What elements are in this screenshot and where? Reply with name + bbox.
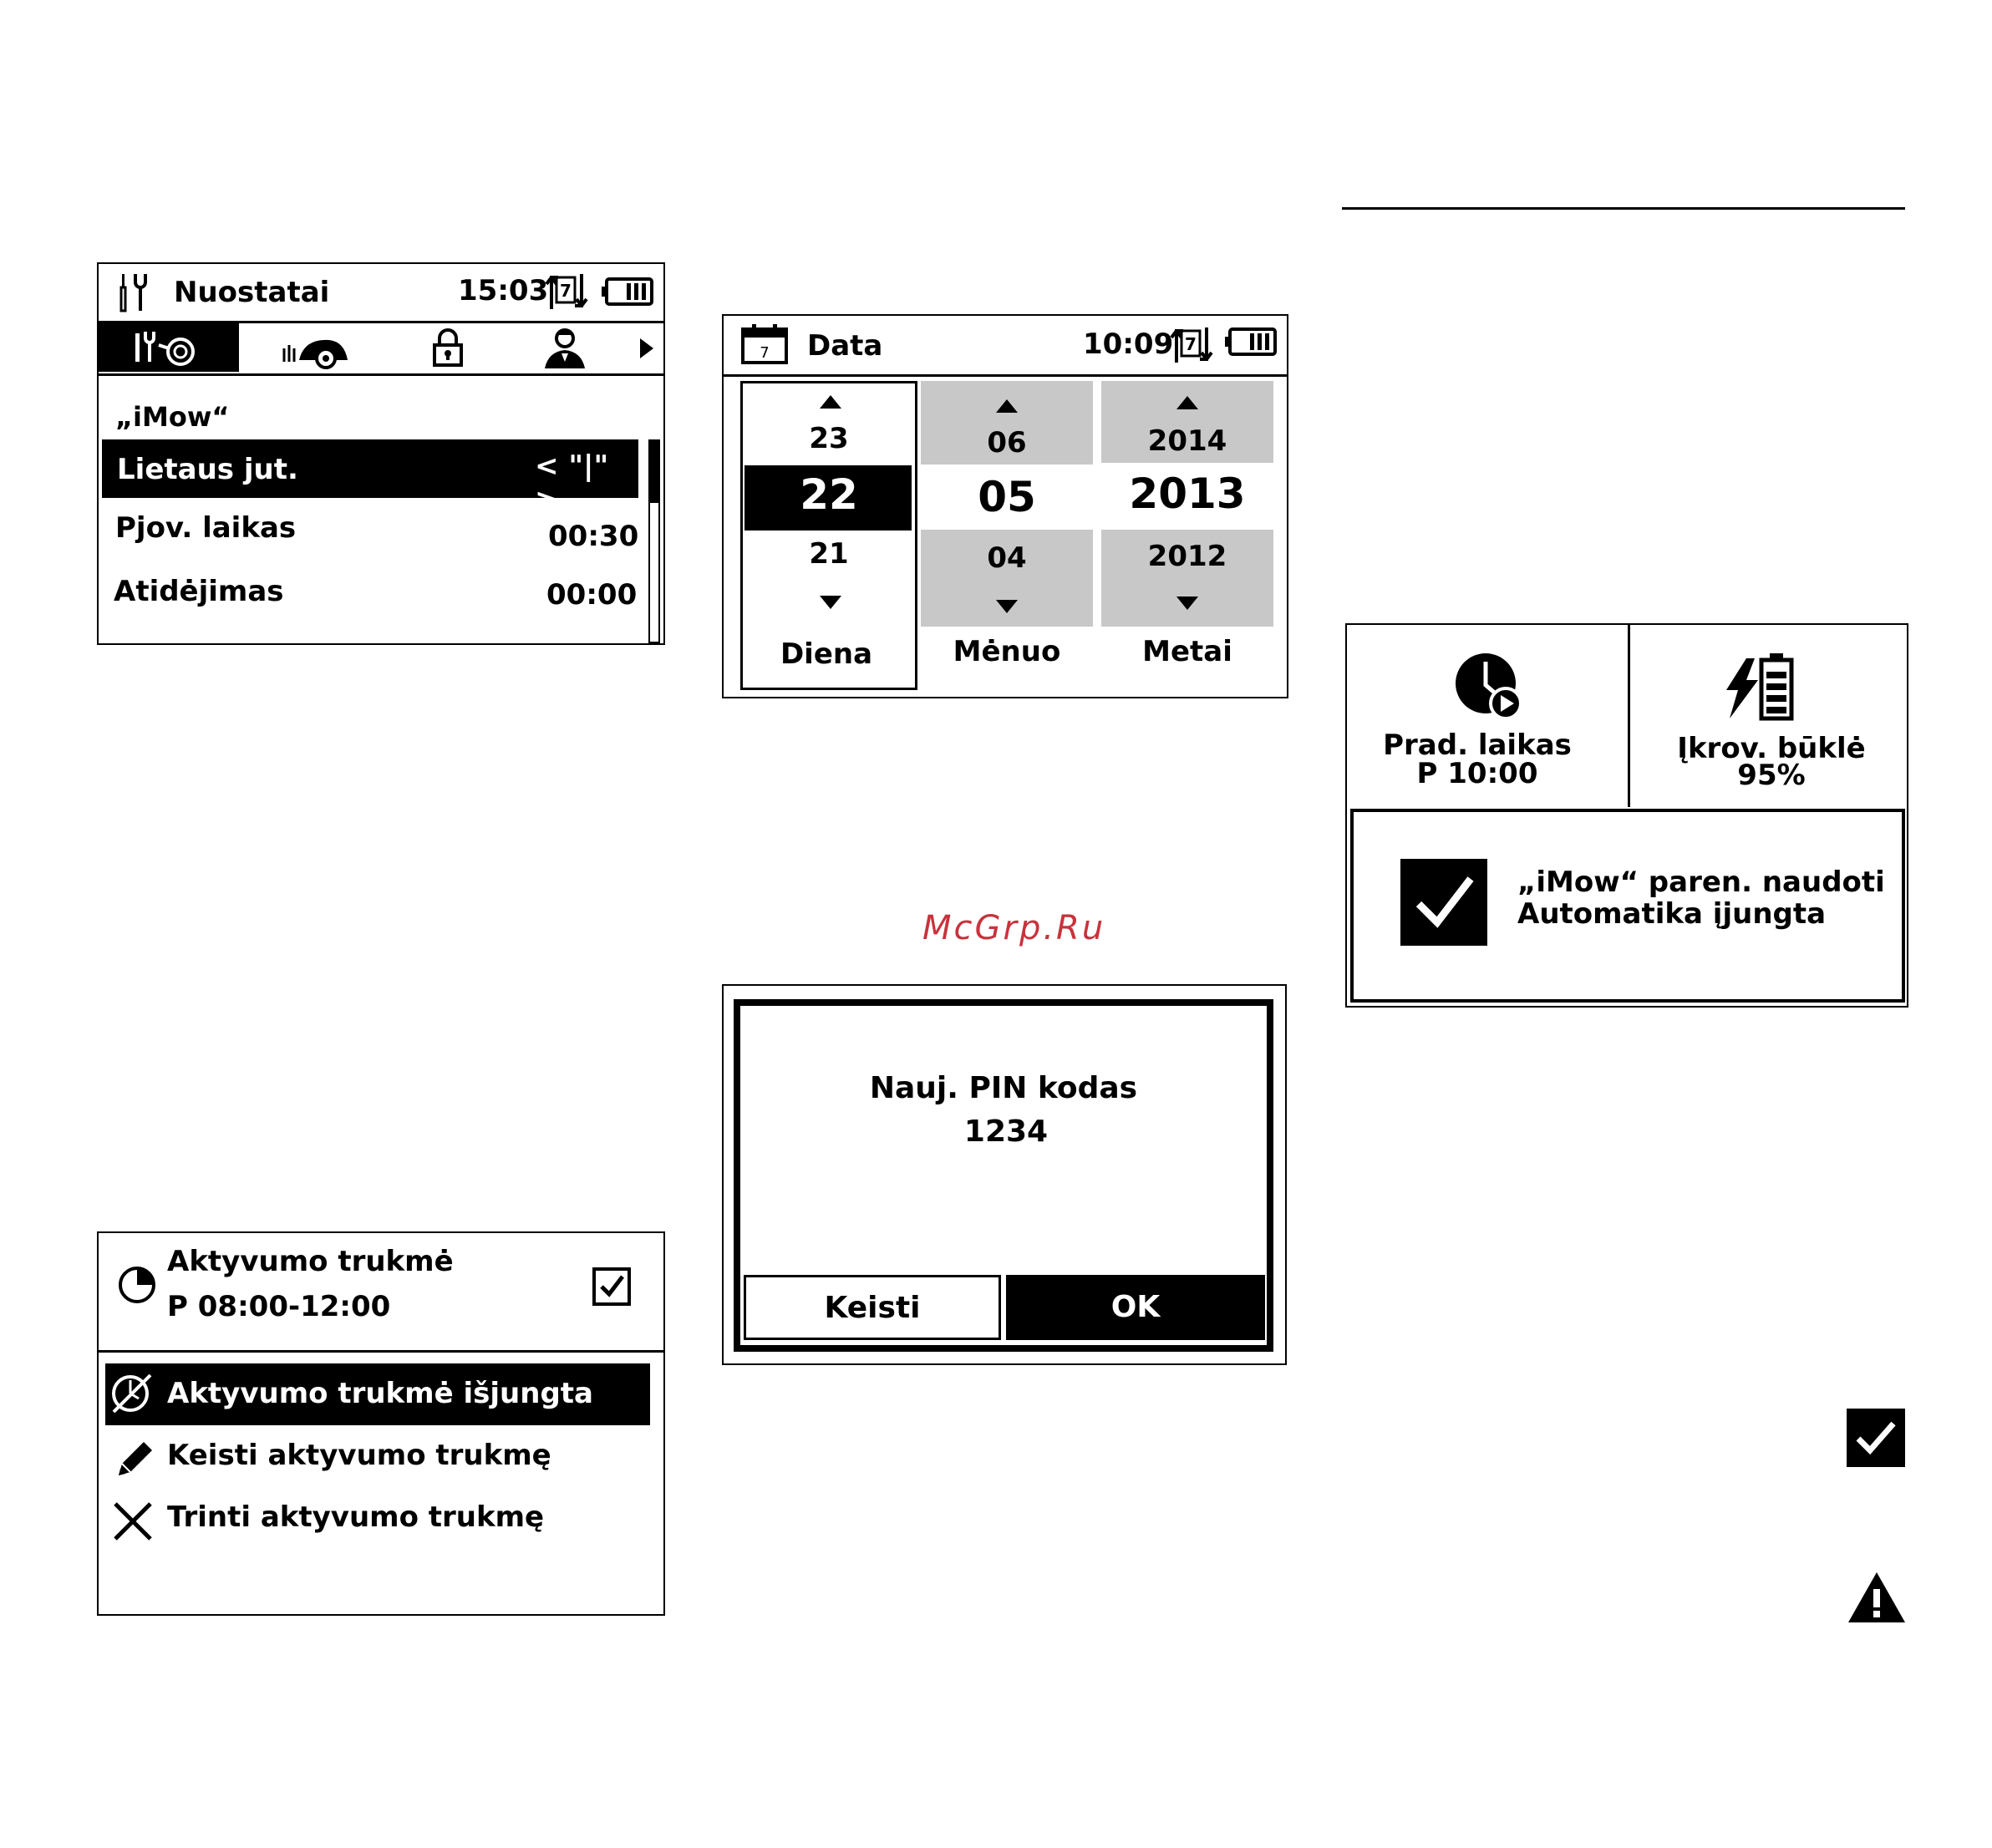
pin-code: 1234	[963, 1114, 1049, 1149]
battery-icon	[600, 277, 653, 306]
svg-text:7: 7	[760, 344, 770, 362]
page-title: Data	[807, 329, 883, 363]
ok-button[interactable]: OK	[1006, 1275, 1265, 1340]
svg-text:7: 7	[560, 281, 572, 301]
activity-range: P 08:00-12:00	[167, 1290, 391, 1323]
column-label: Diena	[780, 637, 873, 671]
calendar-icon	[740, 322, 789, 364]
svg-text:7: 7	[1185, 334, 1197, 354]
pin-dialog	[722, 984, 1287, 1365]
row-label: Pjov. laikas	[115, 511, 297, 545]
menu-item-label: Trinti aktyvumo trukmę	[167, 1500, 545, 1534]
pin-title: Nauj. PIN kodas	[869, 1071, 1138, 1105]
row-value: 00:30	[548, 520, 639, 553]
change-button[interactable]: Keisti	[744, 1275, 1001, 1340]
pencil-icon	[115, 1439, 155, 1479]
header	[724, 316, 1287, 377]
prev-value: 23	[809, 422, 849, 455]
section-label: „iMow“	[115, 401, 230, 433]
charge-tile[interactable]	[1629, 625, 1907, 807]
column-label: Metai	[1142, 635, 1232, 668]
prev-value: 06	[987, 426, 1027, 459]
message-line-2: Automatika įjungta	[1517, 897, 1827, 931]
charge-label: Įkrov. būklė	[1677, 732, 1866, 765]
start-time-value: P 10:00	[1416, 757, 1538, 790]
down-arrow-icon[interactable]	[996, 600, 1018, 613]
start-time-tile[interactable]	[1347, 625, 1630, 807]
column-label: Mėnuo	[953, 635, 1061, 668]
calendar-sync-icon	[545, 269, 590, 314]
menu-item-label: Aktyvumo trukmė išjungta	[167, 1377, 593, 1410]
menu-item-disable[interactable]	[105, 1363, 650, 1425]
row-label: Atidėjimas	[114, 575, 284, 608]
day-picker[interactable]	[740, 381, 917, 690]
scrollbar[interactable]	[648, 439, 660, 643]
checkbox-checked-icon	[1400, 859, 1487, 946]
next-value: 21	[809, 537, 849, 571]
battery-icon	[1223, 327, 1277, 356]
scrollbar-thumb[interactable]	[650, 441, 658, 503]
list-row-rain-sensor[interactable]	[102, 439, 638, 516]
tab-lock[interactable]	[431, 327, 465, 370]
year-picker[interactable]	[1101, 381, 1273, 690]
message-box	[1350, 809, 1905, 1003]
row-value: < "|" >	[535, 449, 609, 516]
clock-play-icon	[1454, 652, 1524, 722]
message-line-1: „iMow“ paren. naudoti	[1517, 866, 1885, 899]
up-arrow-icon[interactable]	[820, 395, 841, 409]
row-value: 00:00	[546, 578, 638, 612]
tab-bar	[99, 323, 663, 376]
watermark: McGrp.Ru	[922, 909, 1106, 947]
top-divider	[1342, 207, 1905, 210]
menu-item-label: Keisti aktyvumo trukmę	[167, 1439, 551, 1472]
tab-settings[interactable]	[99, 323, 239, 372]
checkbox-icon[interactable]	[592, 1267, 632, 1307]
month-picker[interactable]	[921, 381, 1093, 690]
down-arrow-icon[interactable]	[820, 596, 841, 609]
down-arrow-icon[interactable]	[1176, 597, 1198, 610]
page-title: Nuostatai	[174, 276, 330, 309]
clock-time: 10:09	[1083, 327, 1174, 361]
up-arrow-icon[interactable]	[996, 399, 1018, 413]
menu-item-edit[interactable]	[105, 1429, 650, 1487]
charge-value: 95%	[1737, 759, 1806, 792]
checkmark-icon	[1847, 1409, 1905, 1467]
header	[99, 1233, 663, 1353]
header	[99, 264, 663, 323]
calendar-sync-icon	[1170, 322, 1215, 368]
disabled-clock-icon	[110, 1372, 154, 1415]
next-value: 2012	[1147, 540, 1227, 573]
activity-title: Aktyvumo trukmė	[167, 1245, 454, 1278]
menu-item-delete[interactable]	[105, 1489, 650, 1551]
pie-clock-icon	[117, 1265, 157, 1305]
date-screen	[722, 314, 1288, 698]
prev-value: 2014	[1147, 424, 1227, 458]
wrench-icon	[117, 272, 150, 312]
list-row-mow-time[interactable]	[102, 501, 638, 560]
cross-icon	[112, 1500, 154, 1542]
status-screen	[1345, 623, 1908, 1008]
current-value: 22	[800, 470, 858, 519]
current-value: 05	[978, 473, 1036, 521]
clock-time: 15:03	[458, 274, 549, 307]
warning-icon	[1847, 1571, 1907, 1624]
up-arrow-icon[interactable]	[1176, 396, 1198, 409]
tab-mower[interactable]	[274, 327, 358, 370]
tab-user[interactable]	[541, 325, 588, 370]
current-value: 2013	[1129, 470, 1246, 518]
start-time-label: Prad. laikas	[1383, 729, 1572, 762]
activity-screen	[97, 1231, 665, 1616]
dialog-frame	[734, 999, 1273, 1352]
battery-charging-icon	[1721, 652, 1798, 722]
next-value: 04	[987, 541, 1027, 575]
tab-next-arrow-icon[interactable]	[638, 338, 655, 358]
row-label: Lietaus jut.	[117, 453, 298, 486]
settings-screen	[97, 262, 665, 645]
list-row-delay[interactable]	[102, 561, 638, 620]
